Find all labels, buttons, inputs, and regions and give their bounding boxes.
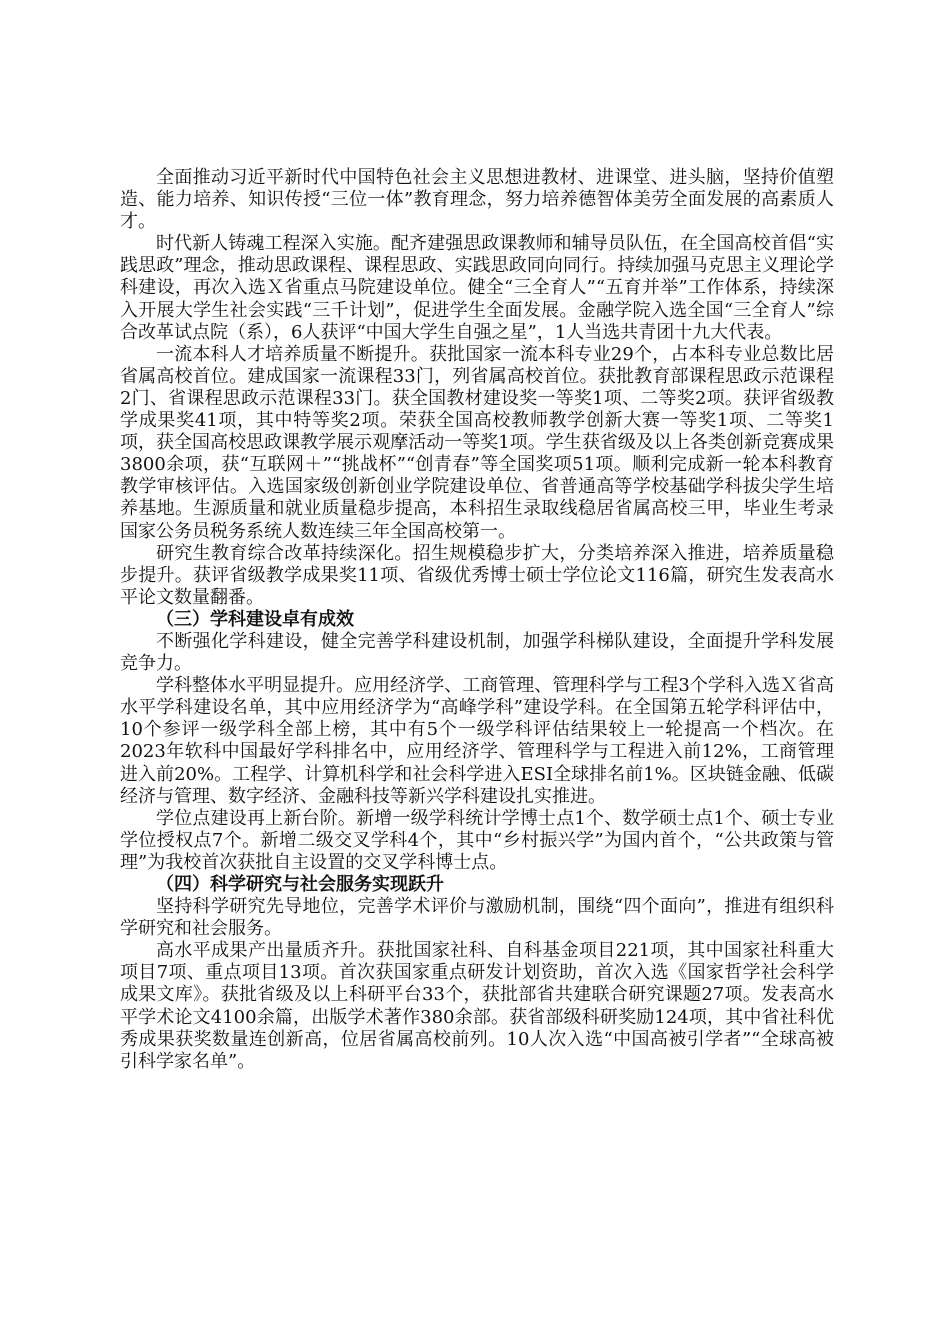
paragraph-talent-goal: 全面推动习近平新时代中国特色社会主义思想进教材、进课堂、进头脑，坚持价值塑造、能力培养、知识传授“三位一体”教育理念，努力培养德智体美劳全面发展的高素质人才。 [120,167,834,233]
document-body [120,167,834,1073]
paragraph-undergraduate-quality: 一流本科人才培养质量不断提升。获批国家一流本科专业29个，占本科专业总数比居省属高校首位。建成国家一流课程33门，列省属高校首位。获批教育部课程思政示范课程2门、省课程思政示范课程33门。获全国教材建设奖一等奖1项、二等奖2项。获评省级教学成果奖41项，其中特等奖2项。荣获全国高校教师教学创新大赛一等奖1项、二等奖1项，获全国高校思政课教学展示观摩活动一等奖1项。学生获省级及以上各类创新竞赛成果3800余项，获“互联网＋”“挑战杯”“创青春”等全国奖项51项。顺利完成新一轮本科教育教学审核评估。入选国家级创新创业学院建设单位、省普通高等学校基础学科拔尖学生培养基地。生源质量和就业质量稳步提高，本科招生录取线稳居省属高校三甲，毕业生考录国家公务员税务系统人数连续三年全国高校第一。 [120,343,834,542]
section-heading-discipline-construction: （三）学科建设卓有成效 [156,608,354,630]
paragraph-discipline-intro: 不断强化学科建设，健全完善学科建设机制，加强学科梯队建设，全面提升学科发展竞争力。 [120,630,834,675]
paragraph-graduate-reform: 研究生教育综合改革持续深化。招生规模稳步扩大，分类培养深入推进，培养质量稳步提升。获评省级教学成果奖11项、省级优秀博士硕士学位论文116篇，研究生发表高水平论文数量翻番。 [120,542,834,608]
paragraph-soul-casting-project: 时代新人铸魂工程深入实施。配齐建强思政课教师和辅导员队伍，在全国高校首倡“实践思政”理念，推动思政课程、课程思政、实践思政同向同行。持续加强马克思主义理论学科建设，再次入选Ｘ省重点马院建设单位。健全“三全育人”“五育并举”工作体系，持续深入开展大学生社会实践“三千计划”，促进学生全面发展。金融学院入选全国“三全育人”综合改革试点院（系），6人获评“中国大学生自强之星”，1人当选共青团十九大代表。 [120,233,834,343]
paragraph-research-intro: 坚持科学研究先导地位，完善学术评价与激励机制，围绕“四个面向”，推进有组织科学研究和社会服务。 [120,896,834,940]
paragraph-degree-points: 学位点建设再上新台阶。新增一级学科统计学博士点1个、数学硕士点1个、硕士专业学位授权点7个。新增二级交叉学科4个，其中“乡村振兴学”为国内首个，“公共政策与管理”为我校首次获批自主设置的交叉学科博士点。 [120,807,834,873]
paragraph-discipline-level: 学科整体水平明显提升。应用经济学、工商管理、管理科学与工程3个学科入选Ｘ省高水平学科建设名单，其中应用经济学为“高峰学科”建设学科。在全国第五轮学科评估中，10个参评一级学科全部上榜，其中有5个一级学科评估结果较上一轮提高一个档次。在2023年软科中国最好学科排名中，应用经济学、管理科学与工程进入前12%，工商管理进入前20%。工程学、计算机科学和社会科学进入ESI全球排名前1%。区块链金融、低碳经济与管理、数字经济、金融科技等新兴学科建设扎实推进。 [120,675,834,807]
paragraph-research-output: 高水平成果产出量质齐升。获批国家社科、自科基金项目221项，其中国家社科重大项目7项、重点项目13项。首次获国家重点研发计划资助，首次入选《国家哲学社会科学成果文库》。获批省级及以上科研平台33个，获批部省共建联合研究课题27项。发表高水平学术论文4100余篇，出版学术著作380余部。获省部级科研奖励124项，其中省社科优秀成果获奖数量连创新高，位居省属高校前列。10人次入选“中国高被引学者”“全球高被引科学家名单”。 [120,940,834,1072]
section-heading-research-service: （四）科学研究与社会服务实现跃升 [156,874,444,895]
